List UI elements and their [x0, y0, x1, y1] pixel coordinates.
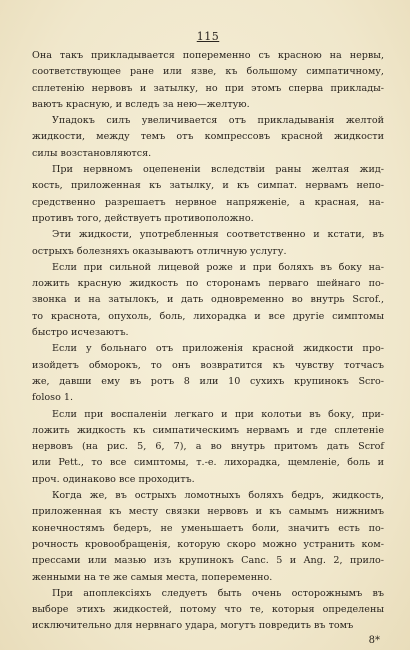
- text-line: Если при воспаленіи легкаго и при колотьи въ боку, при-: [52, 408, 384, 420]
- text-line: выборе этихъ жидкостей, потому что те, которыя определены: [32, 604, 384, 616]
- paragraph: [32, 488, 384, 586]
- text-line: ложить жидкость къ симпатическимъ нервамъ и где сплетеніе: [32, 424, 384, 436]
- paragraph: [32, 113, 384, 162]
- text-line: ваютъ красную, и вследъ за нею—желтую.: [32, 98, 250, 110]
- text-line: соответствующее ране или язве, къ большому симпатичному,: [32, 66, 384, 78]
- text-line: ложить красную жидкость по сторонамъ перваго шейнаго по-: [32, 278, 384, 290]
- paragraph: [32, 48, 384, 113]
- text-line: жидкости, между темъ отъ компрессовъ красной жидкости: [32, 131, 384, 143]
- text-line: Если у больнаго отъ приложенія красной жидкости про-: [52, 343, 384, 355]
- text-line: Эти жидкости, употребленныя соответственно и кстати, въ: [52, 229, 384, 241]
- text-line: Она такъ прикладывается попеременно съ красною на нервы,: [32, 50, 384, 61]
- text-line: foloso 1.: [32, 392, 74, 404]
- paragraph: [32, 341, 384, 406]
- signature-mark: 8*: [368, 635, 380, 646]
- text-line: рочность кровообращенія, которую скоро можно устранить ком-: [32, 538, 384, 550]
- text-line: противъ того, действуетъ противоположно.: [32, 212, 254, 224]
- text-line: изойдетъ обморокъ, то онъ возвратится къ чувству тотчасъ: [32, 359, 384, 371]
- text-line: силы возстановляются.: [32, 147, 152, 159]
- text-line: конечностямъ бедеръ, не уменьшаетъ боли, значитъ есть по-: [32, 522, 384, 534]
- page-body: [32, 48, 384, 635]
- paragraph: [32, 586, 384, 635]
- text-line: средственно разрешаетъ нервное напряженіе, а красная, на-: [32, 196, 384, 208]
- text-line: звонка и на затылокъ, и дать одновременно во внутрь Scrof.,: [32, 294, 384, 306]
- text-line: нервовъ (на рис. 5, 6, 7), а во внутрь притомъ дать Scrof: [32, 441, 384, 453]
- text-line: исключительно для нервнаго удара, могутъ повредить въ томъ: [32, 620, 354, 632]
- text-line: сплетенію нервовъ и затылку, но при этомъ сперва приклады-: [32, 82, 384, 94]
- text-line: Упадокъ силъ увеличивается отъ прикладыванія желтой: [52, 115, 384, 127]
- text-line: проч. одинаково все проходитъ.: [32, 473, 195, 485]
- paragraph: [32, 260, 384, 341]
- text-line: кость, приложенная къ затылку, и къ симпат. нервамъ непо-: [32, 180, 384, 192]
- text-line: быстро исчезаютъ.: [32, 327, 129, 339]
- text-line: женными на те же самыя места, попеременно.: [32, 571, 273, 583]
- text-line: то краснота, опухоль, боль, лихорадка и все другіе симптомы: [32, 310, 384, 322]
- text-line: или Pett., то все симптомы, т.-е. лихорадка, щемленіе, боль и: [32, 457, 384, 469]
- text-line: При апоплексіяхъ следуетъ быть очень осторожнымъ въ: [52, 587, 384, 599]
- page-number: 115: [196, 30, 220, 43]
- text-line: Если при сильной лицевой роже и при боляхъ въ боку на-: [52, 261, 384, 273]
- paragraph: [32, 407, 384, 488]
- text-line: При нервномъ оцепененіи вследствіи раны желтая жид-: [52, 164, 384, 176]
- paragraph: [32, 162, 384, 227]
- text-line: приложенная къ месту связки нервовъ и къ самымъ нижнимъ: [32, 506, 384, 518]
- text-line: острыхъ болезняхъ оказываютъ отличную услугу.: [32, 245, 287, 257]
- text-line: же, давши ему въ ротъ 8 или 10 сухихъ крупинокъ Scro-: [32, 375, 384, 387]
- text-line: прессами или мазью изъ крупинокъ Canc. 5 и Ang. 2, прило-: [32, 555, 384, 567]
- paragraph: [32, 227, 384, 260]
- text-line: Когда же, въ острыхъ ломотныхъ боляхъ бедръ, жидкость,: [52, 490, 384, 502]
